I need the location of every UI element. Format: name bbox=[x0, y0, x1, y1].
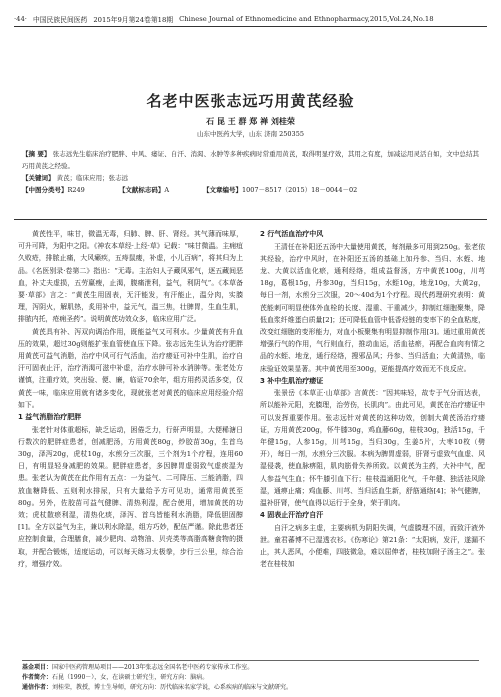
author-bio-text: 石昆（1990－），女，在读硕士研究生，研究方向：脑病。 bbox=[52, 674, 209, 681]
corresponding-label: 通信作者： bbox=[22, 684, 53, 691]
page-number: ·44· bbox=[14, 15, 27, 23]
journal-issue: 2015年9月第24卷第18期 bbox=[93, 16, 174, 24]
author-list: 石 昆 王 群 郑 禅 刘桂荣 bbox=[206, 116, 295, 126]
article-label: 【文章编号】 bbox=[203, 186, 243, 194]
section-heading-4: 4 固表止汗治疗自汗 bbox=[260, 511, 324, 520]
doc-label: 【文献标志码】 bbox=[118, 186, 165, 194]
section-3-paragraph: 张景岳《本草正·山草部》言黄芪：“因其味轻，故专于气分而达表，所以能补元阳，充腠理，治劳伤，长肌肉”。由此可见，黄芪在治疗痿证中可以发挥重要作用。张志远针对黄芪的这种功效，创制大黄芪汤治疗痿证，方用黄芪200g，怀牛膝30g，鸡血藤60g，桂枝30g，独活15g，千年健15g，人参15g，川芎15g，当归30g，生姜5片，大枣10枚（劈开），每日一剂，水煎分三次服。本病为脾胃虚弱，肝肾亏虚致气血虚、风湿侵袭，使血脉痹阻，肌肉筋骨失养所致。以黄芪为主药，大补中气，配人参益气生血；怀牛膝引血下行；桂枝温通阳化气，千年健、独活祛风除湿，通痹止痛；鸡血藤、川芎、当归活血生新，舒筋通络[4]；补气健脾，温补肝肾，使气血得以运行于全身，荣于肌肉。 bbox=[260, 389, 485, 508]
section-2-paragraph: 王清任在补阳还五汤中大量使用黄芪，每剂最多可用到250g。张老依其经验，治疗中风时，在补阳还五汤的基础上加丹参、当归、水蛭、地龙、大黄以活血化瘀，通利经络，组成益督汤，方中黄芪100g，川芎18g，葛根15g，丹参30g，当归15g，水蛭10g，地龙10g，大黄2g，每日一剂，水煎分三次服，20～40d为1个疗程。现代药理研究表明：黄芪能刺可明显使体外血栓的长度、湿重、干重减少，抑制红细胞聚集，降低血浆纤维蛋白质量[2]；还可降低血管中低香烃链的变率下的全血粘度，改变红细胞的变形能力，对血小板聚集有明显抑制作用[3]。通过重用黄芪增强行气的作用，气行则血行，推动血运，活血祛瘀，再配合血肉有情之品的水蛭、地龙，通行经络，搜邪品风；丹参、当归活血；大黄清热，临床验证效果显著。其中黄芪用至300g，更能提高疗效而无不良反应。 bbox=[260, 242, 485, 373]
abstract-label: 【摘 要】 bbox=[22, 150, 51, 158]
abstract-text: 张志远先生临床治疗肥胖、中风、痿证、自汗、消渴、水肿等多种疾病时常重用黄芪，取得明显疗效，其用之有度，加减运用灵活自如，文中总结其巧用黄芪之经验。 bbox=[22, 150, 480, 170]
affiliation: 山东中医药大学，山东 济南 250355 bbox=[197, 130, 304, 138]
journal-name-cn: 中国民族民间医药 bbox=[32, 16, 88, 24]
clc-label: 【中图分类号】 bbox=[22, 186, 68, 194]
section-divider bbox=[14, 219, 487, 220]
article-number bbox=[203, 184, 357, 196]
abstract-block bbox=[22, 148, 479, 196]
journal-name-en: Chinese Journal of Ethnomedicine and Ethnopharmacy,2015,Vol.24,No.18 bbox=[179, 15, 434, 23]
doc-value: A bbox=[164, 186, 170, 194]
article-value: 1007－8517（2015）18－0044－02 bbox=[242, 186, 358, 194]
keywords: 黄芪；临床应用；张志远 bbox=[56, 174, 129, 182]
clc-number bbox=[22, 184, 85, 196]
intro-paragraph-2: 黄芪具有补、泻双向调治作用，既能益气又可利水。少量黄芪有升血压的效果，超过30g则能扩张血管使血压下降。张志远先生认为治疗肥胖用黄芪可益气消脂，治疗中风可行气活血，治疗痿证可补中生肌，治疗自汗可固表止汗，治疗消渴可滋中补虚，治疗水肿可补水消肿等。张老处方谨慎，注重疗效，突出验、便、廉，临证70余年，组方用药灵活多变，仅黄芪一味，临床应用就有诸多变化，现就张老对黄芪的临床应用经验介绍如下。 bbox=[18, 327, 243, 409]
keywords-line bbox=[22, 172, 479, 184]
running-header bbox=[14, 12, 487, 27]
author-bio-label: 作者简介： bbox=[22, 674, 53, 681]
footnote-block bbox=[22, 660, 479, 693]
fund-line bbox=[22, 663, 479, 673]
right-column bbox=[260, 228, 485, 571]
author-bio-line bbox=[22, 673, 479, 683]
section-1-paragraph: 张老针对体重超标，缺乏运动，困倦乏力，行鼾声明显，大便稀溏日行数次的肥胖症患者，创减肥汤，方用黄芪80g，炒胶苗30g，生首乌30g，泽泻20g，虎杖10g，水煎分三次服，三个剂为1个疗程，连用60日，有明显轻身减肥的效果。肥胖症患者，多因脾胃虚弱致气虚痰湿为患。张老认为黄芪在此作用有五点：一为益气、二可降压、三能消脂，四放血糖降低、五则利水排尿，只有大量给予方可见功，通常用黄芪至80g。另外，佐胶苗可益气健脾、清热利湿，配合使用，增加黄芪的功效；虎杖散瘀利湿，清热化痰，泽泻、首乌皆能利水消脂，降低胆固醇[1]。全方以益气为主，兼以利水除湿，组方巧妙，配伍严谨。除此患者还应控制食量，合理膳食，减少肥肉、动物油、贝壳类等高脂高糖食物的摄取，并配合锻炼，适度运动，可以每天练习太极拳，步行三公里，综合治疗，增强疗效。 bbox=[18, 425, 243, 568]
corresponding-text: 刘桂荣，教授，博士生导师，研究方向：历代临床名家学说，心系疾病的临床与文献研究。 bbox=[52, 684, 293, 691]
fund-label: 基金项目： bbox=[22, 664, 53, 671]
section-heading-3: 3 补中生肌治疗痿证 bbox=[260, 376, 324, 385]
article-title: 名老中医张志远巧用黄芪经验 bbox=[146, 92, 355, 110]
left-column bbox=[18, 228, 243, 570]
section-4-paragraph: 自汗之病多主虚，主要病机为阴阳失调，气虚腠理不固，而致汗液外泄。童君蕃博不已湿透衣衫。《伤寒论》第21条：“太阳病，发汗，遂漏不止，其人恶风，小便难，四肢微急，难以屈伸者，桂枝加附子汤主之”。张老在桂枝加 bbox=[260, 523, 485, 569]
intro-paragraph-1: 黄芪性平，味甘，微温无毒，归肺、脾、肝、肾经。其气薄而味厚，可升可降，为阳中之阳。《神农本草经·上经·草》记载：“味甘微温。主痈疽久败疮，排脓止痛，大风癞疾，五痔鼠瘘，补虚，小儿百病”，将其归为上品。《名医别录·卷第二》指出：“无毒。主治妇人子藏风邪气，逐五藏间恶血，补丈夫虚损，五劳羸瘦，止渴，腹痛泄利，益气，利阴气”。《本草备要·草部》言之：“黄芪生用固表，无汗能发，有汗能止，温分肉，实腠理，泻阴火，解肌热，炙用补中，益元气，温三焦，壮脾胃，生血生肌，排脓内托，疮痈圣药”。说明黄芪功效众多，临床应用广泛。 bbox=[18, 230, 243, 324]
corresponding-line bbox=[22, 683, 479, 693]
section-heading-2: 2 行气活血治疗中风 bbox=[260, 230, 324, 238]
document-code bbox=[119, 184, 169, 196]
abstract-paragraph bbox=[22, 148, 479, 172]
classification-row bbox=[22, 184, 479, 196]
keywords-label: 【关键词】 bbox=[22, 174, 55, 182]
clc-value: R249 bbox=[67, 186, 85, 194]
section-heading-1: 1 益气消脂治疗肥胖 bbox=[18, 413, 82, 422]
fund-text: 国家中医药管理局项目——2013年张志远全国名老中医药专家传承工作室。 bbox=[52, 664, 254, 671]
